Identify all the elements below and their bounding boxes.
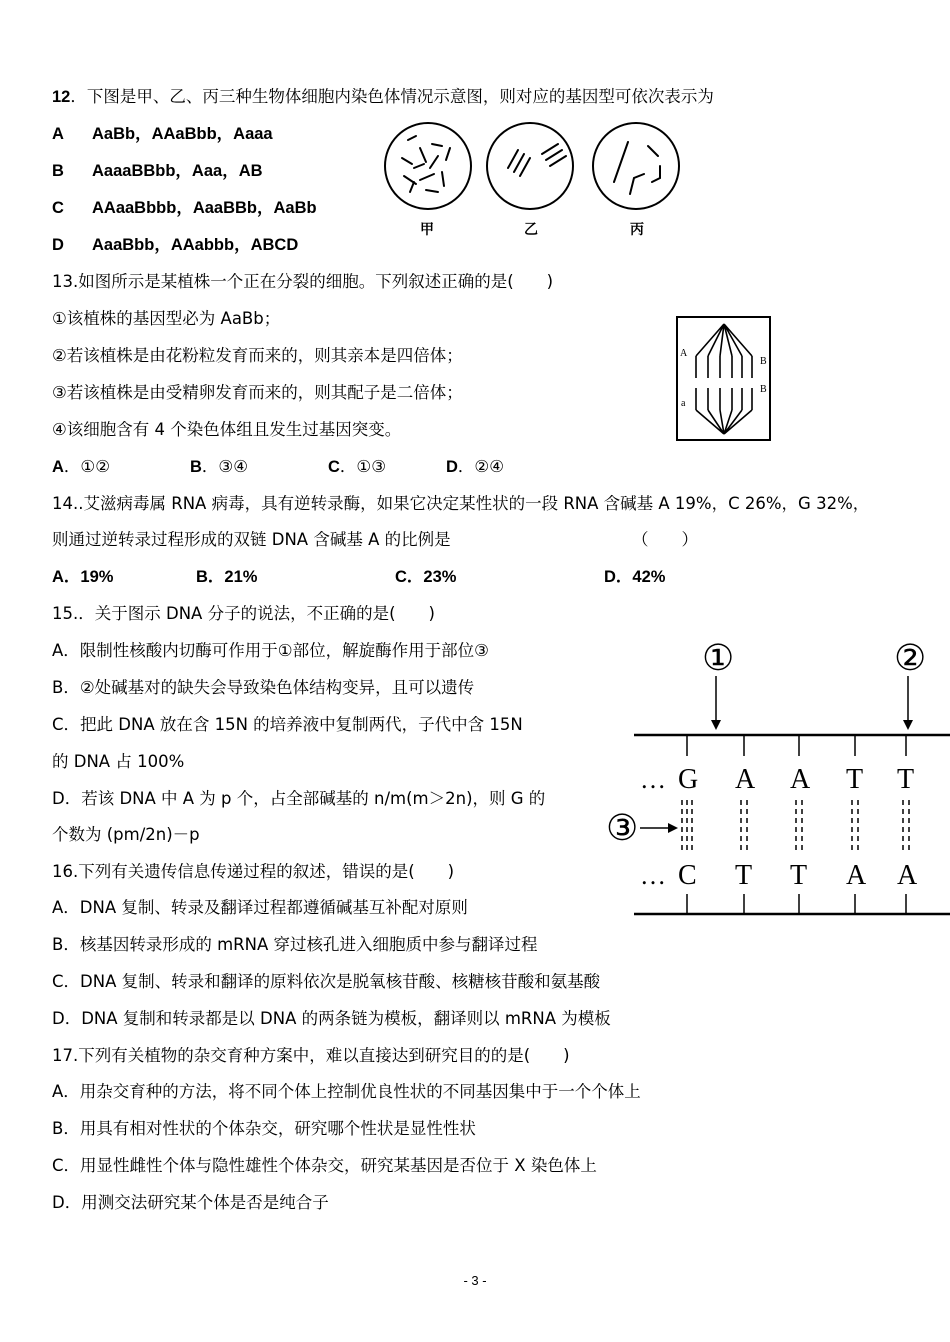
q13-label-a: a [681,398,686,409]
q15-bottom-base-1: C [678,860,697,891]
q17-option-a: A．用杂交育种的方法，将不同个体上控制优良性状的不同基因集中于一个个体上 [52,1082,641,1101]
q13-item-1: ①该植株的基因型必为 AaBb； [52,309,281,328]
q13-choice-b [190,456,248,478]
q14-choice-d-letter: D [604,568,616,586]
q15-top-base-4: T [846,764,864,795]
q14-choice-c [395,566,456,588]
q13-choice-d [446,456,504,478]
q12-number: 12 [52,88,71,106]
q15-top-base-5: T [897,764,915,795]
q17-option-c: C．用显性雌性个体与隐性雄性个体杂交，研究某基因是否位于 X 染色体上 [52,1156,597,1175]
q12-stem-text: ．下图是甲、乙、丙三种生物体细胞内染色体情况示意图，则对应的基因型可依次表示为 [70,87,714,106]
q12-option-d-letter: D [52,236,64,254]
q12-option-a-letter: A [52,125,64,143]
q14-line2: 则通过逆转录过程形成的双链 DNA 含碱基 A 的比例是 [52,530,451,549]
q15-option-c: C．把此 DNA 放在含 15N 的培养液中复制两代，子代中含 15N [52,715,523,734]
cell-jia-label: 甲 [420,223,434,238]
q15-option-d: D．若该 DNA 中 A 为 p 个，占全部碱基的 n/m(m＞2n)，则 G 的 [52,789,546,808]
q14-choice-a-text: ．19% [63,568,114,586]
q16-option-d: D．DNA 复制和转录都是以 DNA 的两条链为模板，翻译则以 mRNA 为模板 [52,1009,611,1028]
page-number: - 3 - [463,1273,487,1288]
q13-choice-a-text: ．①② [63,457,111,476]
q14-choice-a-letter: A [52,568,64,586]
q15-marker-2: ② [894,638,927,678]
q15-top-base-3: A [790,764,811,795]
q17-option-b: B．用具有相对性状的个体杂交，研究哪个性状是显性性状 [52,1119,476,1138]
q13-choice-a-letter: A [52,458,64,476]
cell-bing-outline [593,123,679,209]
q16-option-c: C．DNA 复制、转录和翻译的原料依次是脱氧核苷酸、核糖核苷酸和氨基酸 [52,972,601,991]
q13-choice-d-text: ．②④ [457,457,505,476]
q13-choice-b-text: ．③④ [201,457,249,476]
q17-option-d: D．用测交法研究某个体是否是纯合子 [52,1193,329,1212]
q12-option-c [52,197,317,219]
q13-choice-a [52,456,110,478]
q16-option-b: B．核基因转录形成的 mRNA 穿过核孔进入细胞质中参与翻译过程 [52,935,538,954]
q13-stem-text: 13.如图所示是某植株一个正在分裂的细胞。下列叙述正确的是( ) [52,272,554,291]
q12-option-a [52,123,273,145]
q15-top-base-1: G [678,764,699,795]
q13-label-B-bottom: B [760,384,767,395]
q15-option-b: B．②处碱基对的缺失会导致染色体结构变异，且可以遗传 [52,678,475,697]
q13-dividing-cell-figure [676,316,772,442]
q13-choice-c-text: ．①③ [339,457,387,476]
q13-label-A: A [680,348,688,359]
q15-option-c-cont: 的 DNA 占 100% [52,752,185,771]
q15-top-ellipsis: … [640,765,666,794]
q13-choice-b-letter: B [190,458,202,476]
q14-choice-b-letter: B [196,568,208,586]
q12-chromosome-figure [380,118,690,240]
q14-line1: 14..艾滋病毒属 RNA 病毒，具有逆转录酶，如果它决定某性状的一段 RNA 含碱基 A 19%，C 26%，G 32%， [52,494,870,513]
cell-jia-outline [385,123,471,209]
q15-bottom-base-5: A [897,860,918,891]
q13-item-2: ②若该植株是由花粉粒发育而来的，则其亲本是四倍体； [52,346,463,365]
q14-choice-d [604,566,665,588]
q12-stem [52,86,714,108]
q14-choice-c-letter: C [395,568,407,586]
q12-option-b [52,160,263,182]
q14-choice-b-text: ．21% [207,568,258,586]
q14-paren: （ ） [632,530,698,549]
q13-choice-d-letter: D [446,458,458,476]
q16-option-a: A．DNA 复制、转录及翻译过程都遵循碱基互补配对原则 [52,898,468,917]
q14-choice-c-text: ．23% [406,568,457,586]
q15-marker-3: ③ [606,808,639,848]
q15-bottom-base-3: T [790,860,808,891]
q15-marker-1: ① [702,638,735,678]
cell-yi-label: 乙 [524,223,538,238]
q15-stem: 15.．关于图示 DNA 分子的说法，不正确的是( ) [52,604,435,623]
q13-choice-c [328,456,386,478]
q15-option-a: A．限制性核酸内切酶可作用于①部位，解旋酶作用于部位③ [52,641,489,660]
cell-yi-outline [487,123,573,209]
q16-stem: 16.下列有关遗传信息传递过程的叙述，错误的是( ) [52,862,455,881]
q15-bottom-base-2: T [735,860,753,891]
q15-bottom-base-4: A [846,860,867,891]
q17-stem: 17.下列有关植物的杂交育种方案中，难以直接达到研究目的的是( ) [52,1046,570,1065]
q12-option-b-letter: B [52,162,64,180]
q15-top-base-2: A [735,764,756,795]
q13-label-B-top: B [760,356,767,367]
q12-option-b-text: AaaaBBbb，Aaa，AB [92,162,263,180]
q13-item-4: ④该细胞含有 4 个染色体组且发生过基因突变。 [52,420,402,439]
q15-bottom-ellipsis: … [640,861,666,890]
q15-dna-figure [600,632,950,918]
q13-choice-c-letter: C [328,458,340,476]
q14-choice-b [196,566,257,588]
q13-stem [52,271,553,293]
q12-option-d-text: AaaBbb，AAabbb，ABCD [92,236,299,254]
q12-option-d [52,234,298,256]
q12-option-a-text: AaBb，AAaBbb，Aaaa [92,125,273,143]
cell-bing-label: 丙 [630,223,644,238]
q13-item-3: ③若该植株是由受精卵发育而来的，则其配子是二倍体； [52,383,463,402]
q14-choice-d-text: ．42% [615,568,666,586]
q12-option-c-letter: C [52,199,64,217]
q12-option-c-text: AAaaBbbb，AaaBBb，AaBb [92,199,317,217]
q14-choice-a [52,566,113,588]
q15-option-d-cont: 个数为 (pm/2n)－p [52,825,200,844]
